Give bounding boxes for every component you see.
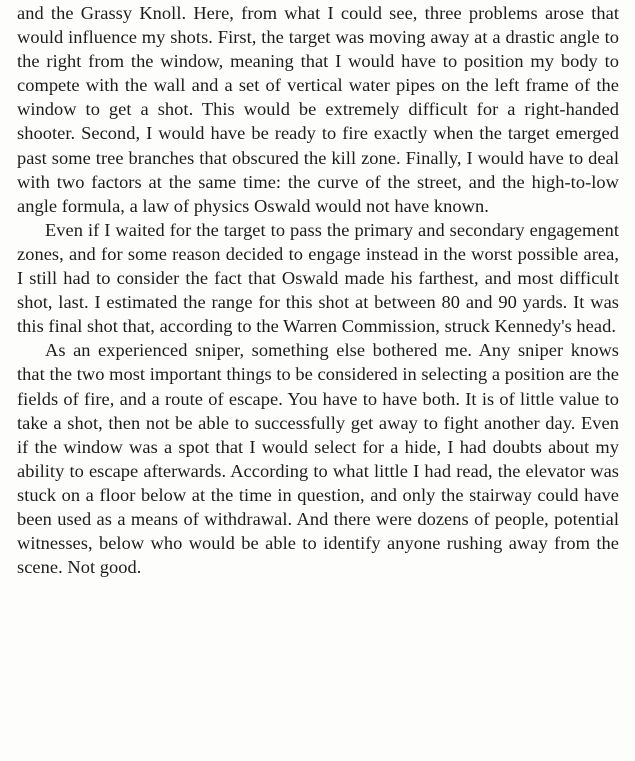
paragraph-range-estimate: Even if I waited for the target to pass the primary and secondary engagement zones, and for some reason decided to engage instead in the worst possible area, I still had to consider the fact that Oswald made his farthest, and most difficult shot, last. I estimated the range for this shot at between 80 and 90 yards. It was this final shot that, according to the Warren Commission, struck Kennedy's head. xyxy=(17,219,619,337)
paragraph-continuation: and the Grassy Knoll. Here, from what I could see, three problems arose that would influence my shots. First, the target was moving away at a drastic angle to the right from the window, meaning that I would have to position my body to compete with the wall and a set of vertical water pipes on the left frame of the window to get a shot. This would be extremely difficult for a right-handed shooter. Second, I would have be ready to fire exactly when the target emerged past some tree branches that obscured the kill zone. Finally, I would have to deal with two factors at the same time: the curve of the street, and the high-to-low angle formula, a law of physics Oswald would not have known. xyxy=(17,3,619,216)
paragraph-escape-route: As an experienced sniper, something else bothered me. Any sniper knows that the two most important things to be considered in selecting a position are the fields of fire, and a route of escape. You have to have both. It is of little value to take a shot, then not be able to successfully get away to fight another day. Even if the window was a spot that I would select for a hide, I had doubts about my ability to escape afterwards. According to what little I had read, the elevator was stuck on a floor below at the time in question, and only the stairway could have been used as a means of withdrawal. And there were dozens of people, potential witnesses, below who would be able to identify anyone rushing away from the scene. Not good. xyxy=(17,340,619,578)
